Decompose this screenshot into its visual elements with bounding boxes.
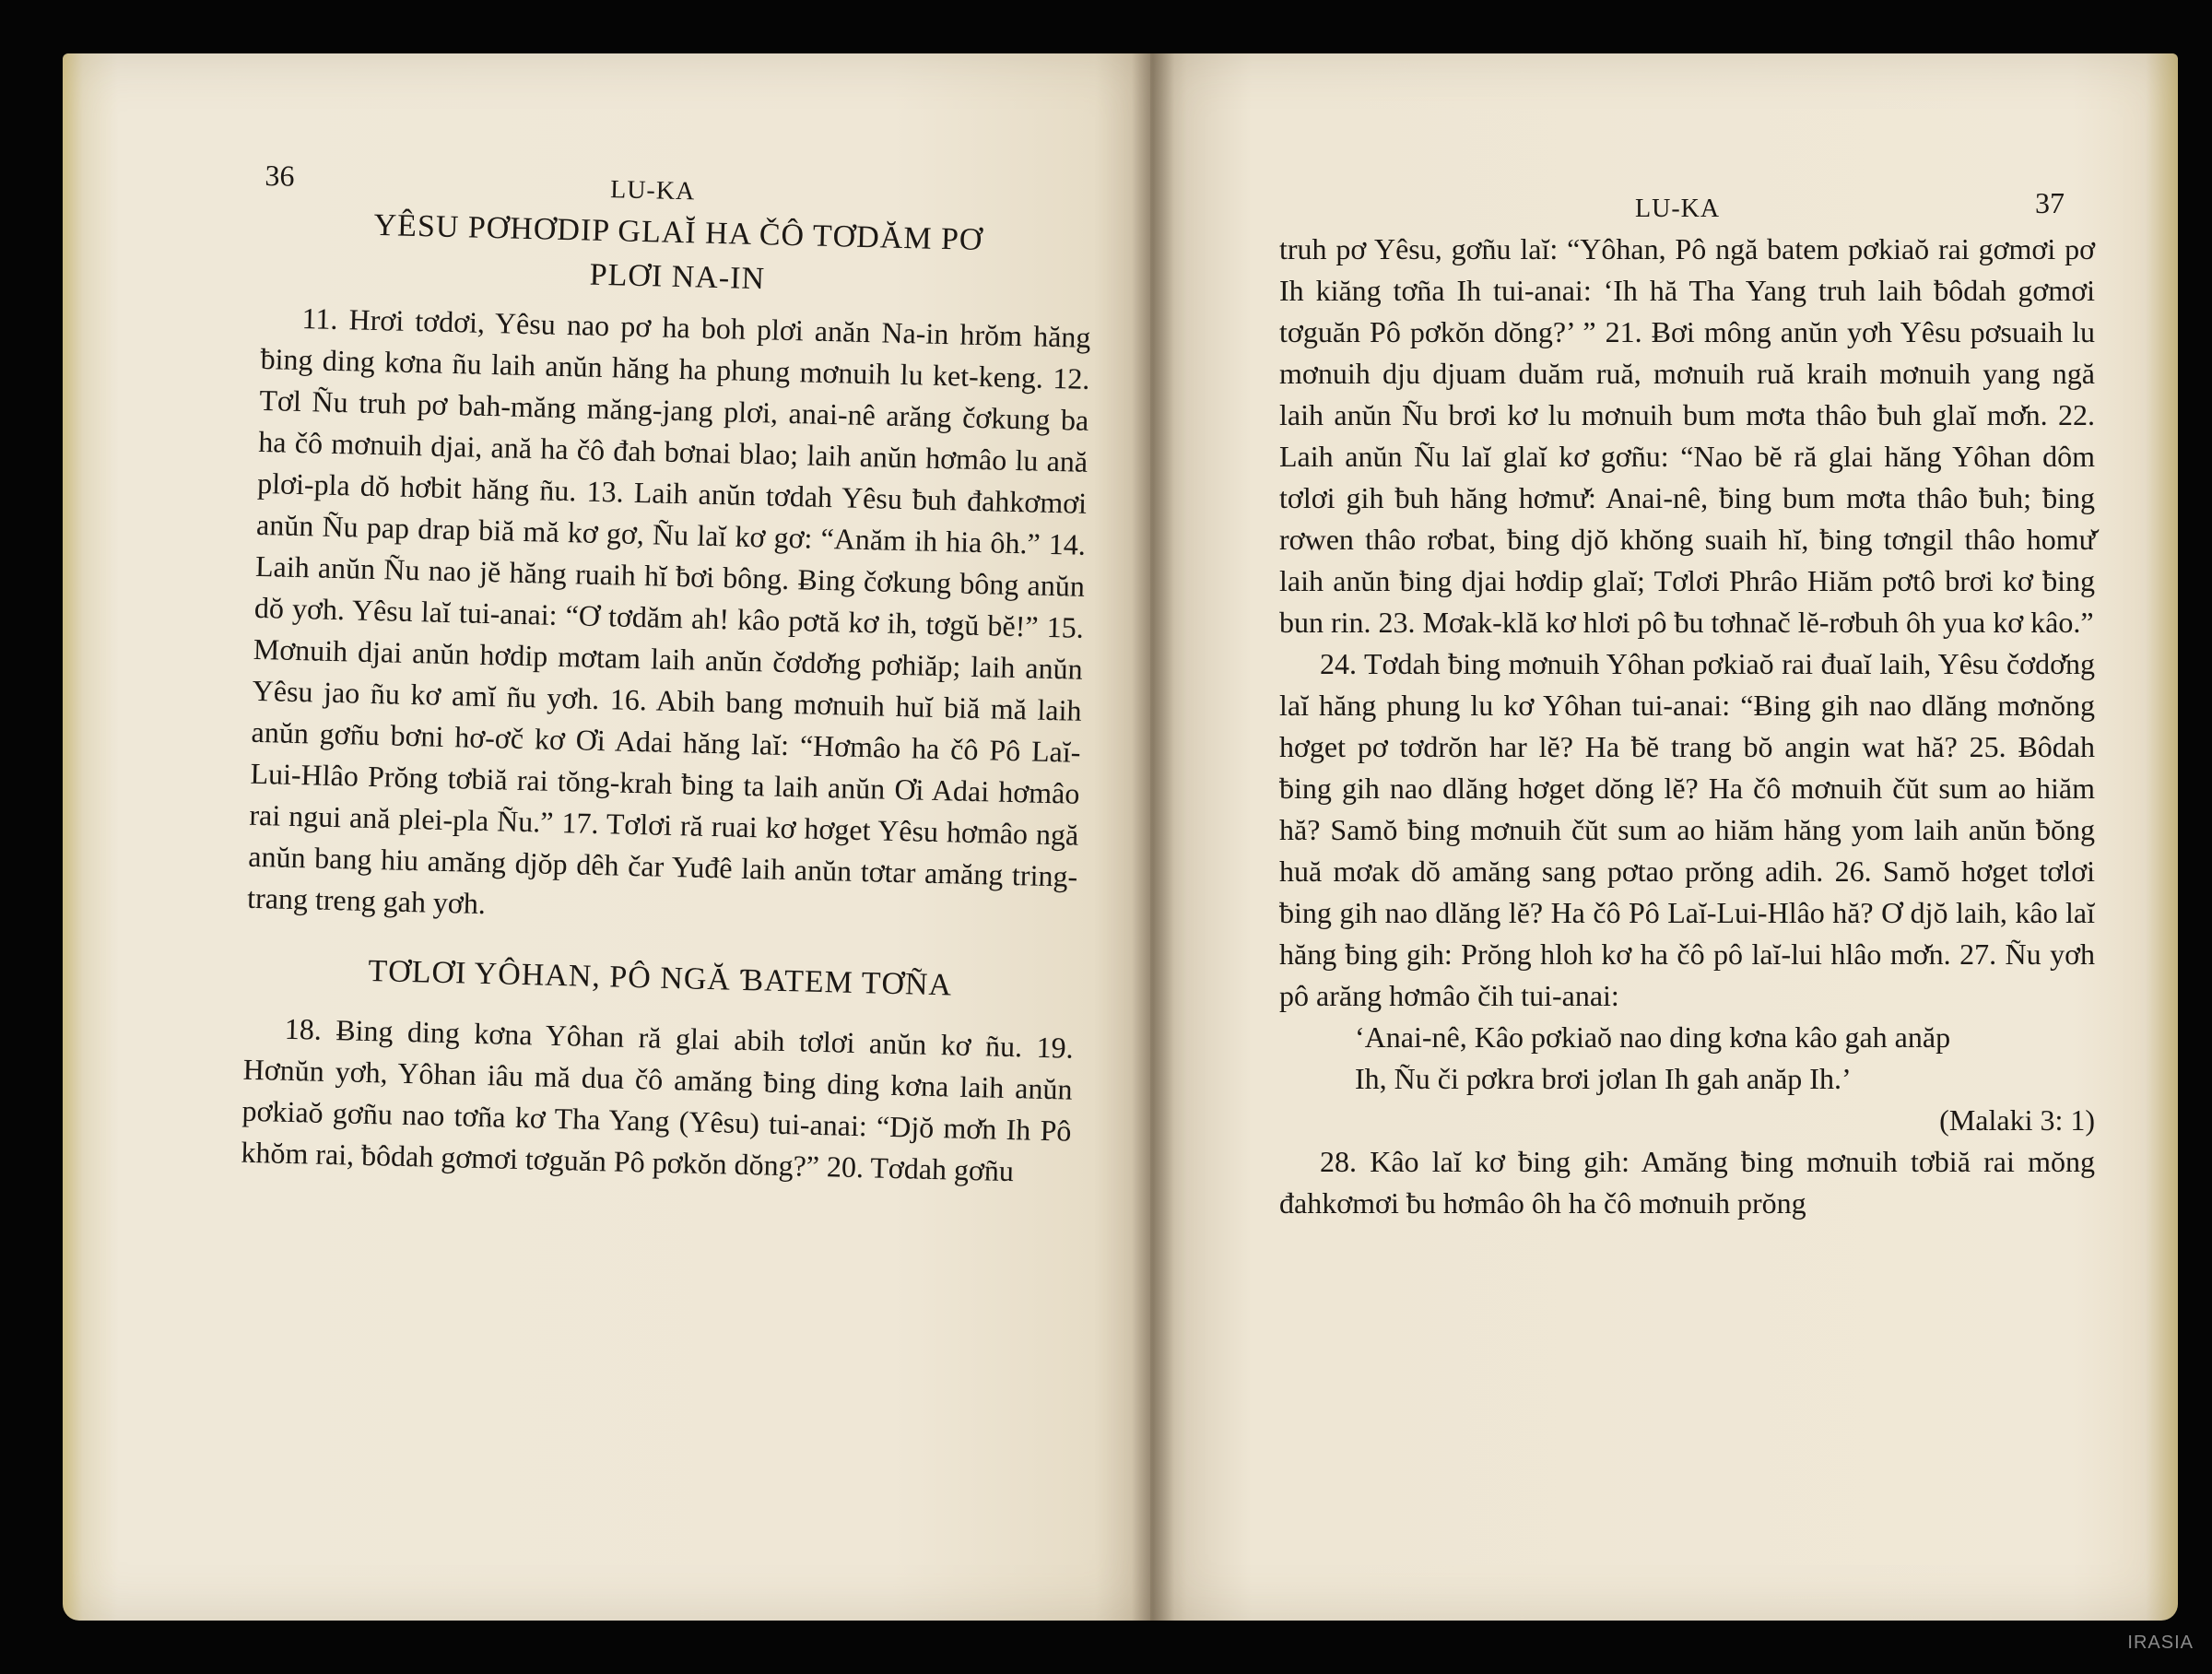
- page-number: 36: [265, 158, 295, 193]
- left-text-block: [241, 155, 1095, 1194]
- section-heading: TƠLƠI YÔHAN, PÔ NGĂ ƁATEM TƠÑA: [368, 953, 953, 1003]
- running-head: LU-KA: [1635, 195, 1721, 223]
- paragraph: truh pơ Yêsu, gơñu laĭ: “Yôhan, Pô ngă batem pơkiaŏ rai gơmơi pơ Ih kiăng tơña Ih tui-anai: ‘Ih hă Tha Yang truh laih ƀôdah gơmơi tơguăn Pô pơkŏn dŏng?’ ” 21. Ƀơi mông anŭn yơh Yêsu pơsuaih lu mơnuih dju djuam duăm ruă, mơnuih ruă kraih mơnuih yang ngă laih anŭn Ñu brơi kơ lu mơnuih bum mơta thâo ƀuh glaĭ mơ̆n. 22. Laih anŭn Ñu laĭ glaĭ kơ gơñu: “Nao bĕ ră glai hăng Yôhan dôm tơlơi gih ƀuh hăng hơmư̆: Anai-nê, ƀing bum mơta thâo ƀuh; ƀing rơwen thâo rơbat, ƀing djŏ khŏng suaih hĭ, ƀing tơngil thâo homư̆ laih anŭn ƀing djai hơdip glaĭ; Tơlơi Phrâo Hiăm pơtô brơi kơ ƀing bun rin. 23. Mơak-klă kơ hlơi pô ƀu tơhnač lĕ-rơbuh ôh yua kơ kâo.”: [1279, 232, 2095, 639]
- right-page: [1150, 53, 2178, 1621]
- paragraph: 24. Tơdah ƀing mơnuih Yôhan pơkiaŏ rai đuaĭ laih, Yêsu čơdơ̆ng laĭ hăng phung lu kơ Yôhan tui-anai: “Ƀing gih nao dlăng mơnŏng hơget pơ tơdrŏn har lĕ? Ha ƀĕ trang bŏ angin wat hă? 25. Ƀôdah ƀing gih nao dlăng hơget dŏng lĕ? Ha čô mơnuih čŭt sum ao hiăm hă? Samŏ ƀing mơnuih čŭt sum ao hiăm hăng yom laih anŭn ƀŏng huă mơak dŏ amăng sang pơtao prŏng adih. 26. Samŏ hơget tơlơi ƀing gih nao dlăng lĕ? Ha čô Pô Laĭ-Lui-Hlâo hă? Ơ djŏ laih, kâo laĭ hăng ƀing gih: Prŏng hloh kơ ha čô pô laĭ-lui hlâo mơ̆n. 27. Ñu yơh pô arăng hơmâo čih tui-anai:: [1279, 647, 2095, 1012]
- right-running-header: [1279, 183, 2095, 229]
- quote-line: ‘Anai-nê, Kâo pơkiaŏ nao ding kơna kâo gah anăp: [1355, 1020, 1951, 1054]
- watermark: IRASIA: [2127, 1633, 2194, 1653]
- open-book: [63, 53, 2178, 1621]
- quote-line: Ih, Ñu či pơkra brơi jơlan Ih gah anăp Ih.’: [1355, 1062, 1852, 1095]
- paragraph: 28. Kâo laĭ kơ ƀing gih: Amăng ƀing mơnuih tơbiă rai mŏng đahkơmơi ƀu hơmâo ôh ha čô mơnuih prŏng: [1279, 1145, 2095, 1220]
- page-number: 37: [2035, 186, 2065, 219]
- right-text-block: [1279, 183, 2095, 1224]
- paragraph: 18. Ƀing ding kơna Yôhan ră glai abih tơlơi anŭn kơ ñu. 19. Hơnŭn yơh, Yôhan iâu mă dua čô amăng ƀing ding kơna laih anŭn pơkiaŏ gơñu nao tơña kơ Tha Yang (Yêsu) tui-anai: “Djŏ mơ̆n Ih Pô khŏm rai, ƀôdah gơmơi tơguăn Pô pơkŏn dŏng?” 20. Tơdah gơñu: [241, 1011, 1075, 1188]
- scripture-reference: (Malaki 3: 1): [1939, 1103, 2095, 1137]
- heading-line: YÊSU PƠHƠDIP GLAĬ HA ČÔ TƠDĂM PƠ: [373, 207, 983, 258]
- book-gutter: [1132, 53, 1174, 1621]
- left-page: [63, 53, 1150, 1621]
- heading-line: PLƠI NA-IN: [589, 257, 766, 297]
- running-head: LU-KA: [609, 175, 696, 206]
- paragraph: 11. Hrơi tơdơi, Yêsu nao pơ ha boh plơi anăn Na-in hrŏm hăng ƀing ding kơna ñu laih anŭn hăng ha phung mơnuih lu ket-keng. 12. Tơl Ñu truh pơ bah-măng măng-jang plơi, anai-nê arăng čơkung ba ha čô mơnuih djai, ană ha čô đah bơnai blao; laih anŭn hơmâo lu ană plơi-pla dŏ hơbit hăng ñu. 13. Laih anŭn tơdah Yêsu ƀuh đahkơmơi anŭn Ñu pap drap biă mă kơ gơ, Ñu laĭ kơ gơ: “Anăm ih hia ôh.” 14. Laih anŭn Ñu nao jĕ hăng ruaih hĭ ƀơi bông. Ƀing čơkung bông anŭn dŏ yơh. Yêsu laĭ tui-anai: “Ơ tơdăm ah! kâo pơtă kơ ih, tơgŭ bĕ!” 15. Mơnuih djai anŭn hơdip mơtam laih anŭn čơdơ̆ng pơhiăp; laih anŭn Yêsu jao ñu kơ amĭ ñu yơh. 16. Abih bang mơnuih huĭ biă mă laih anŭn gơñu bơni hơ-ơč kơ Ơi Adai hăng laĭ: “Hơmâo ha čô Pô Laĭ-Lui-Hlâo Prŏng tơbiă rai tŏng-krah ƀing ta laih anŭn Ơi Adai hơmâo rai ngui ană plei-pla Ñu.” 17. Tơlơi ră ruai kơ hơget Yêsu hơmâo ngă anŭn bang hiu amăng djŏp dêh čar Yuđê laih anŭn tơtar amăng tring-trang treng gah yơh.: [246, 301, 1091, 921]
